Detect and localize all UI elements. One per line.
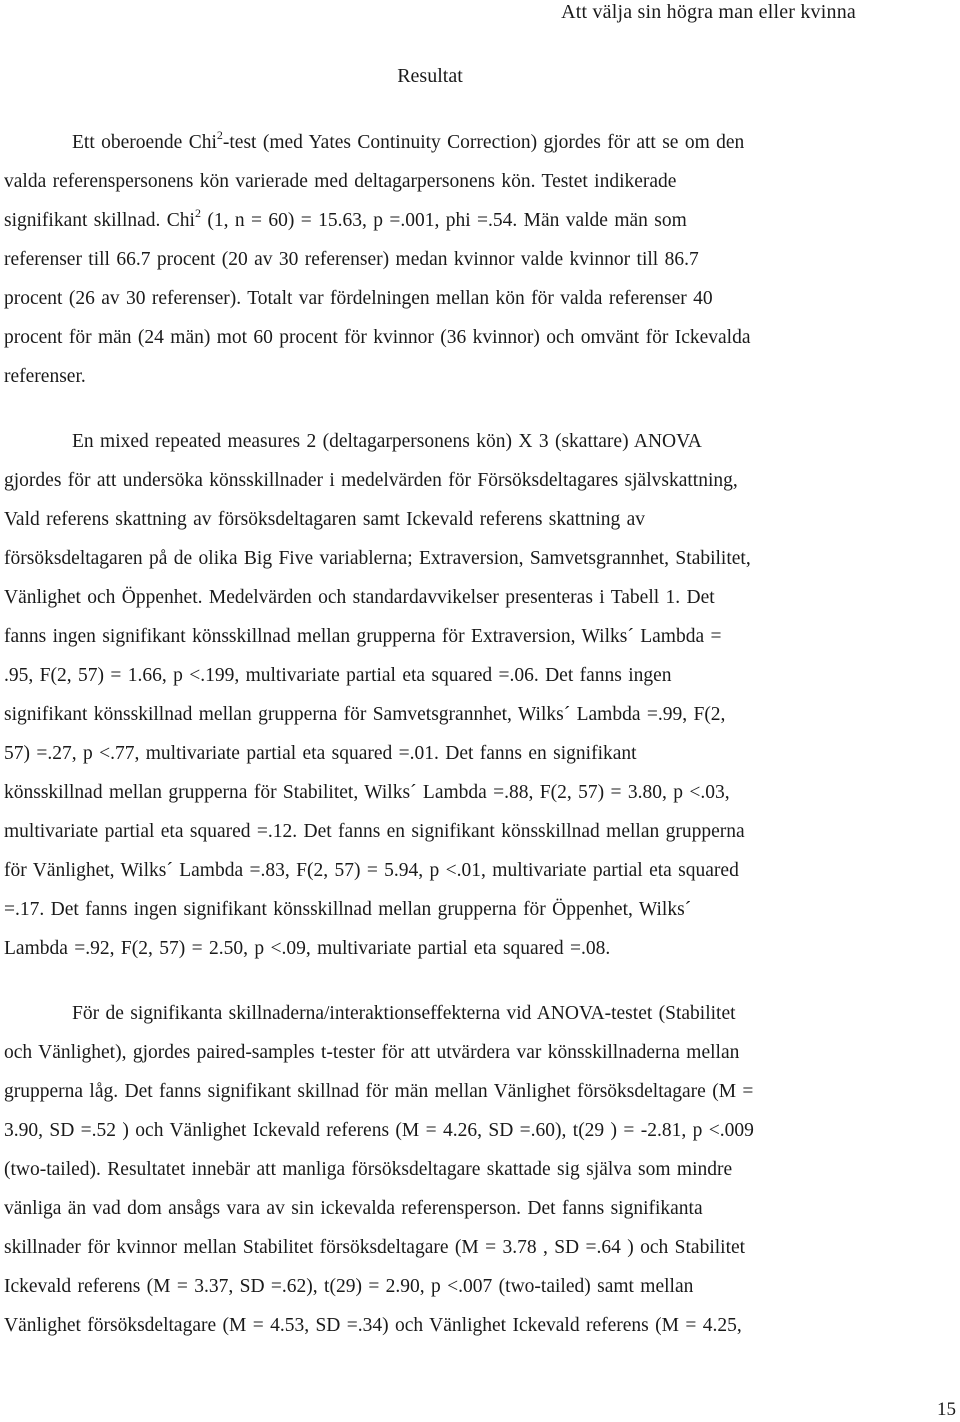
paragraph-2-line-12: för Vänlighet, Wilks´ Lambda =.83, F(2, 57) = 5.94, p <.01, multivariate partial eta squared <box>4 860 739 881</box>
paragraph-3-line-3: grupperna låg. Det fanns signifikant skillnad för män mellan Vänlighet försöksdeltagare (M = <box>4 1081 754 1102</box>
superscript: 2 <box>194 205 201 220</box>
paragraph-1-line-3: signifikant skillnad. Chi$^2$ (1, n = 60) = 15.63, p =.001, phi =.54. Män valde män som <box>4 205 687 231</box>
paragraph-2-line-1: En mixed repeated measures 2 (deltagarpersonens kön) X 3 (skattare) ANOVA <box>72 431 702 452</box>
paragraph-2-line-8: signifikant könsskillnad mellan grupperna för Samvetsgrannhet, Wilks´ Lambda =.99, F(2, <box>4 704 726 725</box>
paragraph-2-line-13: =.17. Det fanns ingen signifikant könsskillnad mellan grupperna för Öppenhet, Wilks´ <box>4 899 692 920</box>
running-header: Att välja sin högra man eller kvinna <box>561 1 856 23</box>
section-heading: Resultat <box>397 65 463 87</box>
paragraph-1-line-7: referenser. <box>4 366 86 387</box>
paragraph-2-line-2: gjordes för att undersöka könsskillnader i medelvärden för Försöksdeltagares självskattning, <box>4 470 738 491</box>
paragraph-3-line-7: skillnader för kvinnor mellan Stabilitet försöksdeltagare (M = 3.78 , SD =.64 ) och Stabilitet <box>4 1237 746 1258</box>
paragraph-3-line-5: (two-tailed). Resultatet innebär att manliga försöksdeltagare skattade sig själva som mindre <box>4 1159 733 1180</box>
paragraph-2-line-9: 57) =.27, p <.77, multivariate partial eta squared =.01. Det fanns en signifikant <box>4 743 637 764</box>
paragraph-1-line-1: Ett oberoende Chi$^2$-test (med Yates Continuity Correction) gjordes för att se om den <box>72 127 745 153</box>
paragraph-3-line-2: och Vänlighet), gjordes paired-samples t-tester för att utvärdera var könsskillnaderna mellan <box>4 1042 740 1063</box>
paragraph-1-line-2: valda referenspersonens kön varierade med deltagarpersonens kön. Testet indikerade <box>4 171 677 192</box>
paragraph-2-line-6: fanns ingen signifikant könsskillnad mellan grupperna för Extraversion, Wilks´ Lambda = <box>4 626 722 647</box>
paragraph-3-line-6: vänliga än vad dom ansågs vara av sin ickevalda referensperson. Det fanns signifikanta <box>4 1198 703 1219</box>
paragraph-2-line-7: .95, F(2, 57) = 1.66, p <.199, multivariate partial eta squared =.06. Det fanns ingen <box>4 665 672 686</box>
superscript: 2 <box>216 127 223 142</box>
paragraph-3-line-4: 3.90, SD =.52 ) och Vänlighet Ickevald referens (M = 4.26, SD =.60), t(29 ) = -2.81, p <.009 <box>4 1120 754 1141</box>
paragraph-2-line-10: könsskillnad mellan grupperna för Stabilitet, Wilks´ Lambda =.88, F(2, 57) = 3.80, p <.03, <box>4 782 730 803</box>
paragraph-1-line-4: referenser till 66.7 procent (20 av 30 referenser) medan kvinnor valde kvinnor till 86.7 <box>4 249 699 270</box>
paragraph-3-line-8: Ickevald referens (M = 3.37, SD =.62), t(29) = 2.90, p <.007 (two-tailed) samt mellan <box>4 1276 694 1297</box>
paragraph-2-line-11: multivariate partial eta squared =.12. Det fanns en signifikant könsskillnad mellan grupperna <box>4 821 745 842</box>
paragraph-3-line-9: Vänlighet försöksdeltagare (M = 4.53, SD =.34) och Vänlighet Ickevald referens (M = 4.25, <box>4 1315 742 1336</box>
page-number: 15 <box>937 1399 956 1420</box>
paragraph-1-line-5: procent (26 av 30 referenser). Totalt var fördelningen mellan kön för valda referenser 40 <box>4 288 713 309</box>
paragraph-2-line-4: försöksdeltagaren på de olika Big Five variablerna; Extraversion, Samvetsgrannhet, Stabilitet, <box>4 548 751 569</box>
paragraph-1-line-6: procent för män (24 män) mot 60 procent för kvinnor (36 kvinnor) och omvänt för Ickevalda <box>4 327 751 348</box>
paragraph-2-line-3: Vald referens skattning av försöksdeltagaren samt Ickevald referens skattning av <box>4 509 646 530</box>
paragraph-2-line-14: Lambda =.92, F(2, 57) = 2.50, p <.09, multivariate partial eta squared =.08. <box>4 938 611 959</box>
paragraph-2-line-5: Vänlighet och Öppenhet. Medelvärden och standardavvikelser presenteras i Tabell 1. Det <box>4 587 715 608</box>
paragraph-3-line-1: För de signifikanta skillnaderna/interaktionseffekterna vid ANOVA-testet (Stabilitet <box>72 1003 736 1024</box>
